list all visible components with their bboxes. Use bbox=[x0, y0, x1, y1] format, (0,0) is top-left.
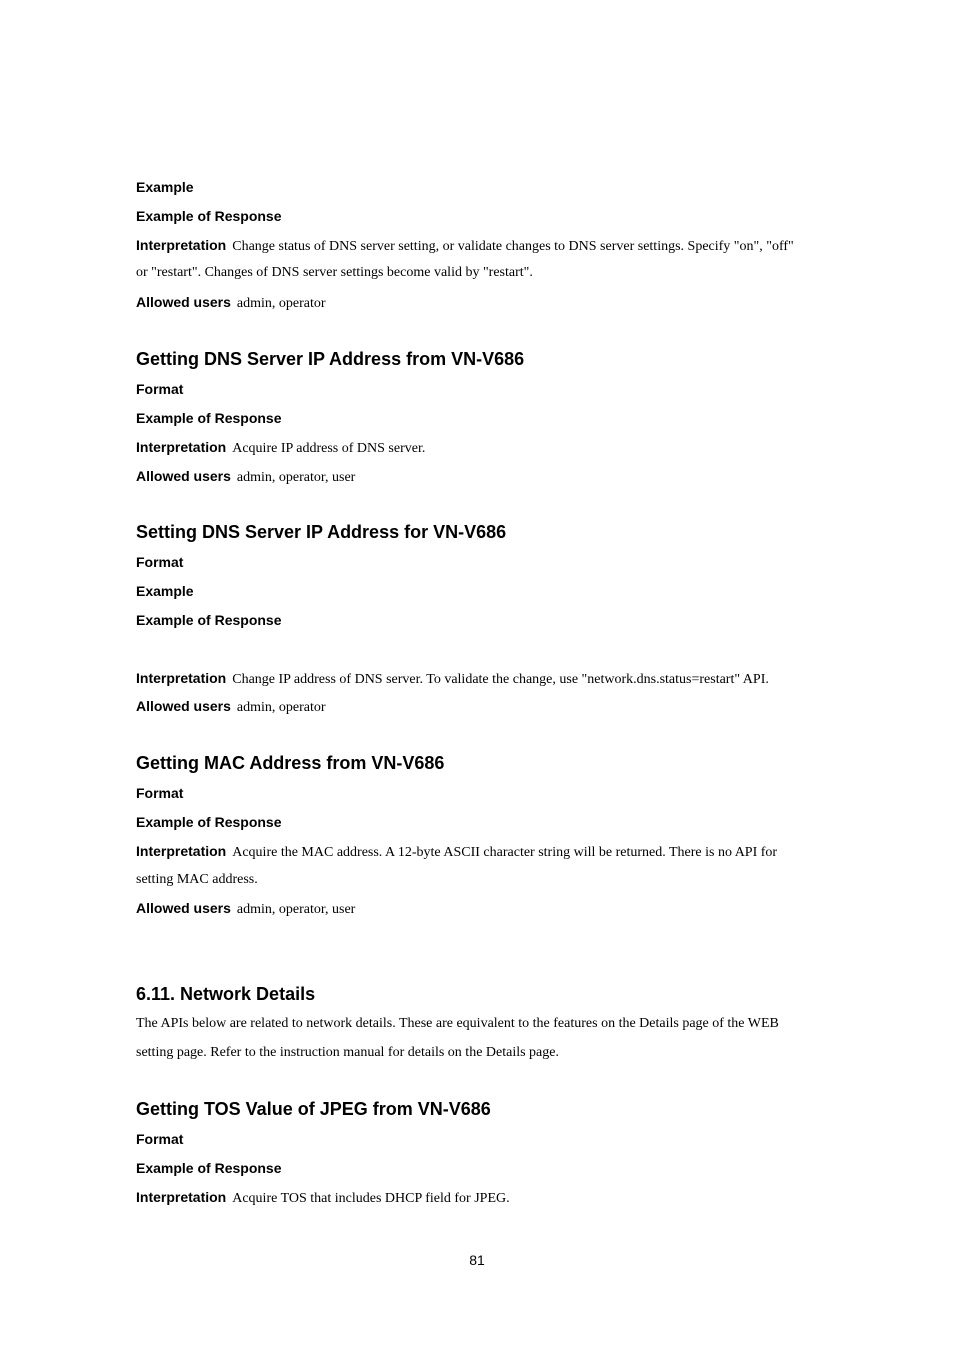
allowed-users-value: admin, operator, user bbox=[236, 470, 356, 485]
interpretation-line bbox=[136, 1189, 510, 1207]
format-label: Format bbox=[136, 1131, 184, 1147]
format-label: Format bbox=[136, 381, 184, 397]
chapter-heading: 6.11. Network Details bbox=[136, 984, 316, 1004]
interpretation-line bbox=[136, 237, 794, 255]
section-heading: Getting MAC Address from VN-V686 bbox=[136, 753, 445, 773]
allowed-users-value: admin, operator bbox=[236, 296, 326, 311]
example-of-response-label: Example of Response bbox=[136, 814, 282, 830]
section-heading: Getting DNS Server IP Address from VN-V686 bbox=[136, 349, 525, 369]
allowed-users-label: Allowed users bbox=[136, 294, 231, 310]
interpretation-text: Acquire TOS that includes DHCP field for JPEG. bbox=[232, 1191, 510, 1206]
format-label: Format bbox=[136, 554, 184, 570]
interpretation-label: Interpretation bbox=[136, 670, 227, 686]
interpretation-text-cont: setting MAC address. bbox=[136, 872, 258, 887]
interpretation-label: Interpretation bbox=[136, 237, 227, 253]
example-of-response-label: Example of Response bbox=[136, 410, 282, 426]
example-of-response-label: Example of Response bbox=[136, 208, 282, 224]
allowed-users-line bbox=[136, 294, 326, 312]
interpretation-line bbox=[136, 439, 425, 457]
example-label: Example bbox=[136, 583, 194, 599]
allowed-users-line bbox=[136, 900, 355, 918]
interpretation-line bbox=[136, 670, 769, 688]
page-number: 81 bbox=[469, 1252, 485, 1268]
allowed-users-line bbox=[136, 698, 326, 716]
example-label: Example bbox=[136, 179, 194, 195]
allowed-users-label: Allowed users bbox=[136, 468, 231, 484]
interpretation-label: Interpretation bbox=[136, 843, 227, 859]
interpretation-text: Acquire the MAC address. A 12-byte ASCII character string will be returned. There is no API for bbox=[232, 845, 778, 860]
example-of-response-label: Example of Response bbox=[136, 1160, 282, 1176]
format-label: Format bbox=[136, 785, 184, 801]
section-heading: Getting TOS Value of JPEG from VN-V686 bbox=[136, 1099, 491, 1119]
allowed-users-label: Allowed users bbox=[136, 698, 231, 714]
interpretation-text-cont: or "restart". Changes of DNS server settings become valid by "restart". bbox=[136, 265, 533, 280]
interpretation-text: Acquire IP address of DNS server. bbox=[232, 441, 426, 456]
paragraph-line: setting page. Refer to the instruction manual for details on the Details page. bbox=[136, 1045, 559, 1060]
section-heading: Setting DNS Server IP Address for VN-V686 bbox=[136, 522, 507, 542]
interpretation-text: Change IP address of DNS server. To validate the change, use "network.dns.status=restart" API. bbox=[232, 672, 769, 687]
interpretation-line bbox=[136, 843, 777, 861]
interpretation-label: Interpretation bbox=[136, 1189, 227, 1205]
interpretation-label: Interpretation bbox=[136, 439, 227, 455]
interpretation-text: Change status of DNS server setting, or validate changes to DNS server settings. Specify "on", "off" bbox=[232, 239, 794, 254]
allowed-users-value: admin, operator, user bbox=[236, 902, 356, 917]
example-of-response-label: Example of Response bbox=[136, 612, 282, 628]
allowed-users-label: Allowed users bbox=[136, 900, 231, 916]
allowed-users-line bbox=[136, 468, 355, 486]
allowed-users-value: admin, operator bbox=[236, 700, 326, 715]
paragraph-line: The APIs below are related to network details. These are equivalent to the features on the Details page of the WEB bbox=[136, 1016, 779, 1031]
